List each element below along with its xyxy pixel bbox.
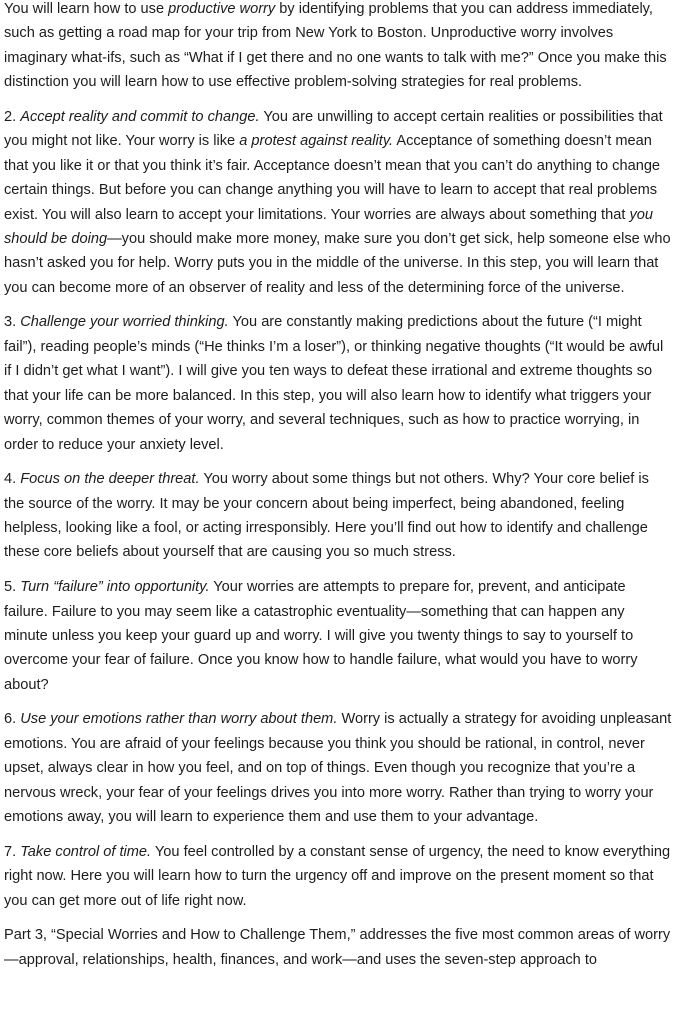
step-heading: Turn “failure” into opportunity. — [20, 579, 210, 596]
italic-segment: productive worry — [168, 1, 276, 17]
document-page — [4, 0, 672, 982]
step-number: 3. — [4, 314, 21, 331]
paragraph-part-3 — [4, 923, 672, 972]
text-segment: You worry about some things but not others. Why? Your core belief is the source of the worry. It may be your concern about being imperfect, being abandoned, feeling helpless, looking like a fool, or acting irresponsibly. Here you’ll find out how to identify and challenge these core beliefs about yourself that are causing you so much stress. — [4, 471, 649, 561]
text-segment: —you should make more money, make sure you don’t get sick, help someone else who hasn’t asked you for help. Worry puts you in the middle of the universe. In this step, you will learn that you can become more of an observer of reality and less of the determining force of the universe. — [4, 230, 671, 296]
step-heading: Use your emotions rather than worry about them. — [20, 711, 338, 728]
text-segment: by identifying problems that you can address immediately, such as getting a road map for your trip from New York to Boston. Unproductive worry involves imaginary what-ifs, such as “What if I get there and no one wants to talk with me?” Once you make this distinction you will learn how to use effective problem-solving strategies for real problems. — [4, 1, 667, 91]
text-segment: You feel controlled by a constant sense of urgency, the need to know everything right now. Here you will learn how to turn the urgency off and improve on the present moment so that you can get more out of life right now. — [4, 843, 671, 909]
paragraph-step-6 — [4, 707, 672, 829]
paragraph-step-4 — [4, 467, 672, 565]
step-heading: Focus on the deeper threat. — [20, 471, 200, 488]
paragraph-step-5 — [4, 575, 672, 697]
step-number: 2. — [4, 108, 21, 125]
step-number: 5. — [4, 579, 21, 596]
italic-segment: a protest against reality. — [239, 133, 394, 150]
italic-segment: you should be doing — [4, 206, 653, 247]
text-segment: Your worries are attempts to prepare for, prevent, and anticipate failure. Failure to you may seem like a catastrophic eventuality—something that can happen any minute unless you keep your guard up and worry. I will give you twenty things to say to yourself to overcome your fear of failure. Once you know how to handle failure, what would you have to worry about? — [4, 579, 638, 693]
text-segment: You will learn how to use — [4, 1, 169, 17]
paragraph-step-7 — [4, 840, 672, 913]
text-segment: Acceptance of something doesn’t mean that you like it or that you think it’s fair. Acceptance doesn’t mean that you can’t do anything to change certain things. But before you can change anything you will have to learn to accept that real problems exist. You will also learn to accept your limitations. Your worries are always about something that — [4, 133, 661, 223]
paragraph-intro-worry — [4, 0, 672, 95]
paragraph-step-2 — [4, 105, 672, 300]
text-segment: You are unwilling to accept certain realities or possibilities that you might not like. Your worry is like — [4, 108, 663, 150]
text-segment: You are constantly making predictions about the future (“I might fail”), reading people’s minds (“He thinks I’m a loser”), or thinking negative thoughts (“It would be awful if I didn’t get what I want”). I will give you ten ways to defeat these irrational and extreme thoughts so that your life can be more balanced. In this step, you will also learn how to identify what triggers your worry, common themes of your worry, and several techniques, such as how to practice worrying, in order to reduce your anxiety level. — [4, 314, 664, 453]
step-number: 7. — [4, 843, 21, 860]
step-heading: Accept reality and commit to change. — [20, 108, 260, 125]
text-segment: Worry is actually a strategy for avoiding unpleasant emotions. You are afraid of your feelings because you think you should be rational, in control, never upset, always clear in how you feel, and on top of things. Even though you recognize that you’re a nervous wreck, your fear of your feelings drives you into more worry. Rather than trying to worry your emotions away, you will learn to experience them and use them to your advantage. — [4, 711, 672, 826]
step-number: 6. — [4, 711, 21, 728]
step-heading: Challenge your worried thinking. — [20, 314, 229, 331]
paragraph-step-3 — [4, 310, 672, 456]
step-number: 4. — [4, 471, 21, 488]
step-heading: Take control of time. — [20, 843, 152, 860]
text-segment: Part 3, “Special Worries and How to Challenge Them,” addresses the five most common areas of worry—approval, relationships, health, finances, and work—and uses the seven-step approach to — [4, 927, 671, 968]
